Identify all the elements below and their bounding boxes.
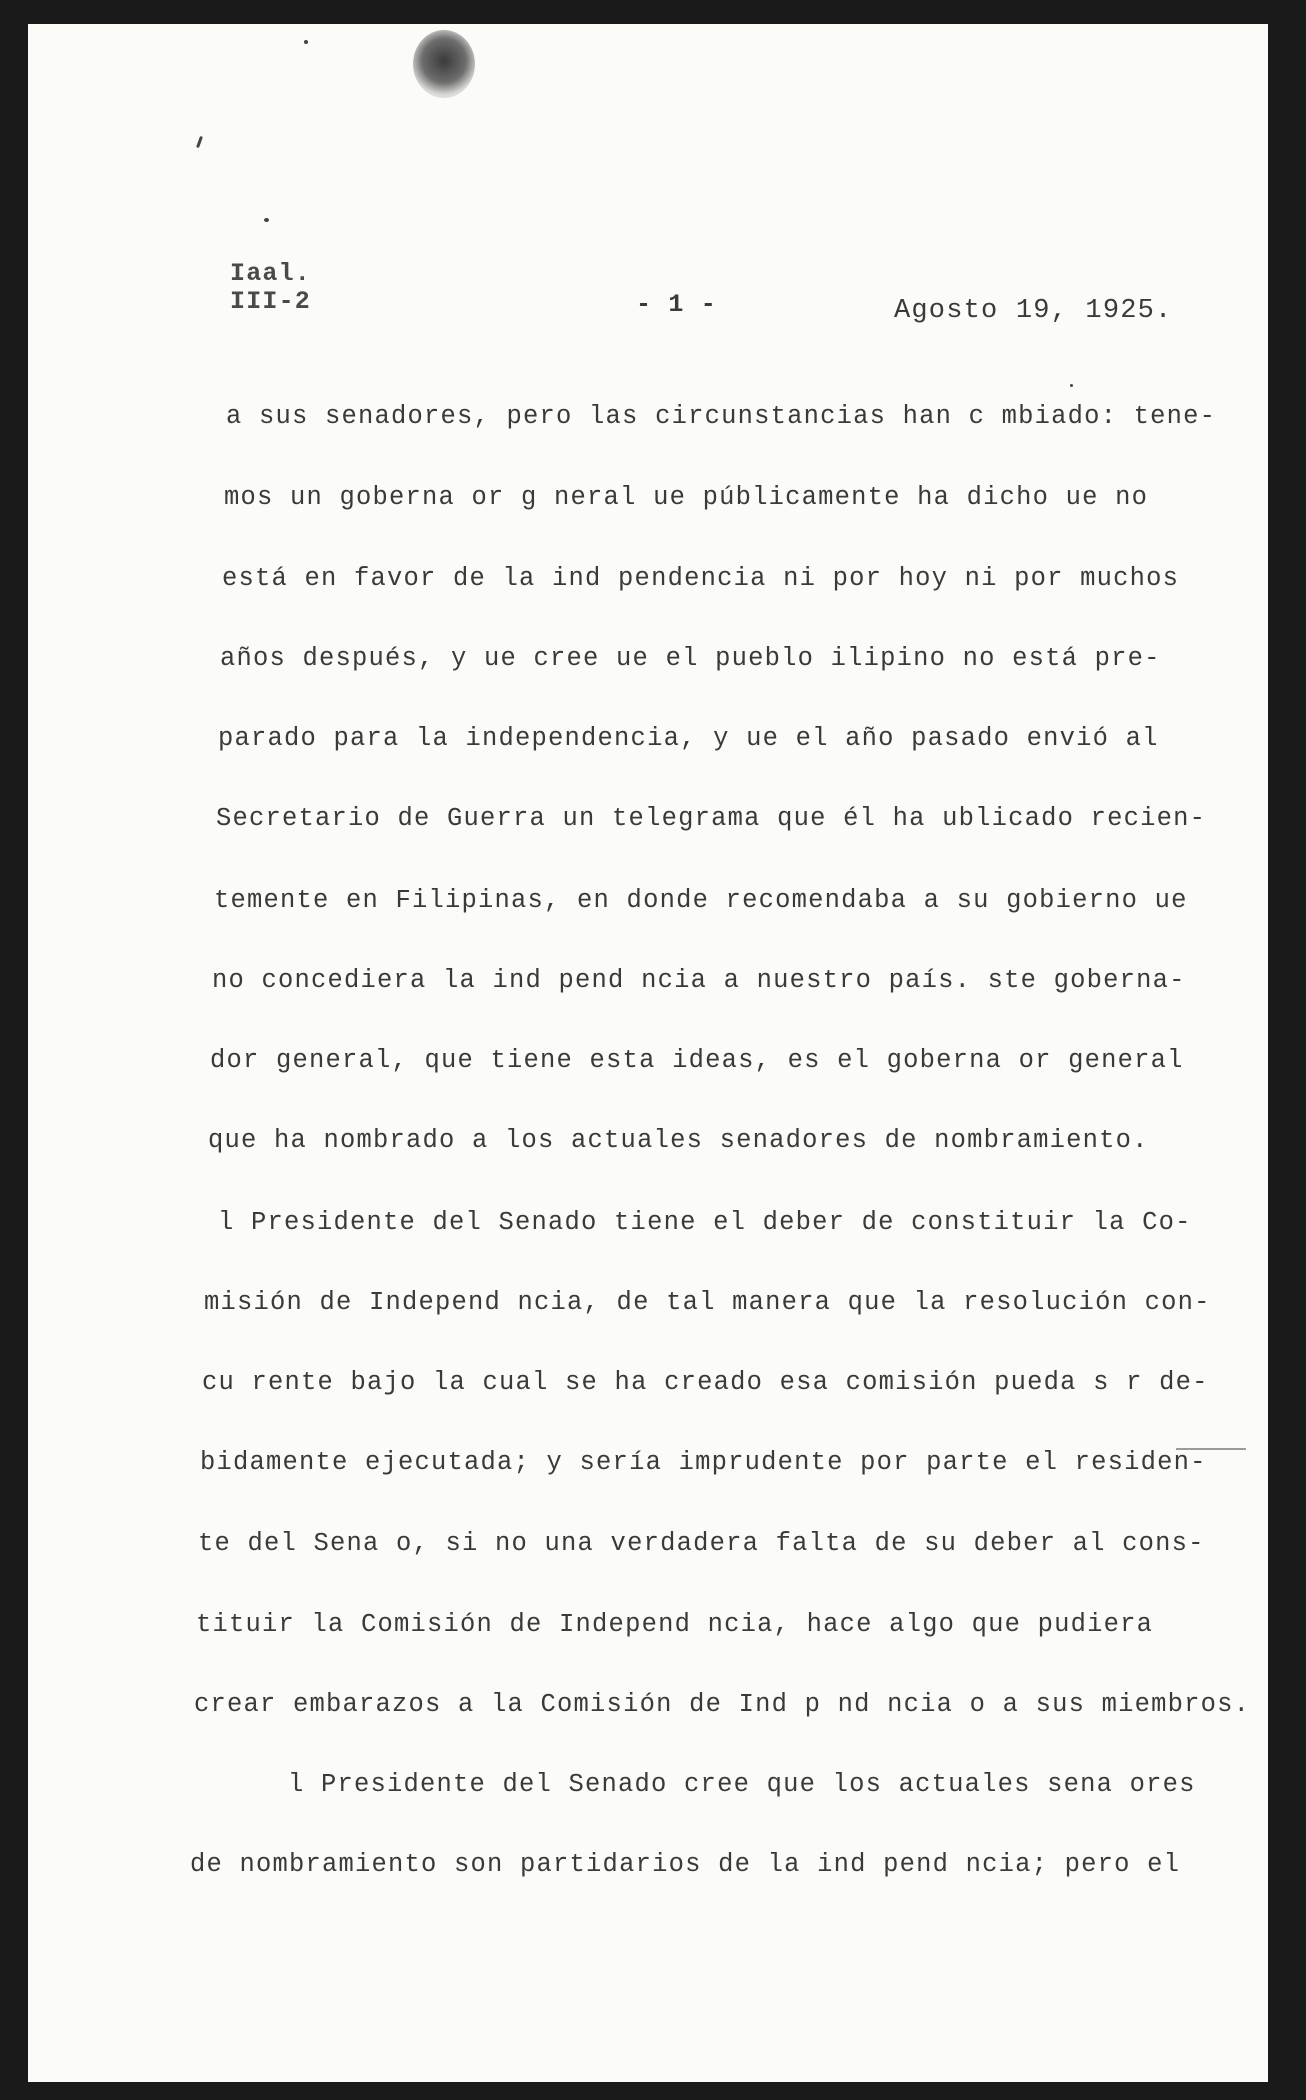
body-line: misión de Independ ncia, de tal manera que la resolución con- [204, 1288, 1211, 1317]
document-page [28, 24, 1268, 2082]
body-line: tituir la Comisión de Independ ncia, hace algo que pudiera [196, 1610, 1154, 1639]
ink-speck [304, 40, 308, 44]
body-line: temente en Filipinas, en donde recomendaba a su gobierno ue [214, 886, 1188, 915]
body-line: que ha nombrado a los actuales senadores de nombramiento. [208, 1126, 1149, 1155]
body-line: Secretario de Guerra un telegrama que él ha ublicado recien- [216, 804, 1207, 833]
body-line: dor general, que tiene esta ideas, es el goberna or general [210, 1046, 1184, 1075]
document-date: Agosto 19, 1925. [894, 296, 1173, 326]
body-line: crear embarazos a la Comisión de Ind p nd ncia o a sus miembros. [194, 1690, 1251, 1719]
body-line: bidamente ejecutada; y sería imprudente por parte el residen- [200, 1448, 1207, 1477]
reference-code-line-1: Iaal. [230, 259, 312, 288]
body-line: no concediera la ind pend ncia a nuestro país. ste goberna- [212, 966, 1186, 995]
ink-speck [1070, 384, 1073, 387]
body-line: mos un goberna or g neral ue públicamente ha dicho ue no [224, 483, 1149, 512]
body-line: cu rente bajo la cual se ha creado esa comisión pueda s r de- [202, 1368, 1209, 1397]
body-line: parado para la independencia, y ue el año pasado envió al [218, 724, 1159, 753]
body-line: a sus senadores, pero las circunstancias han c mbiado: tene- [226, 402, 1217, 431]
ink-speck [264, 218, 269, 222]
body-line: te del Sena o, si no una verdadera falta de su deber al cons- [198, 1529, 1205, 1558]
body-line: l Presidente del Senado cree que los actuales sena ores [288, 1770, 1196, 1799]
punch-hole-mark [413, 30, 475, 98]
body-line: años después, y ue cree ue el pueblo ilipino no está pre- [220, 644, 1161, 673]
ink-speck [196, 136, 203, 148]
body-line: l Presidente del Senado tiene el deber de constituir la Co- [218, 1208, 1192, 1237]
body-line: está en favor de la ind pendencia ni por hoy ni por muchos [222, 564, 1180, 593]
reference-code-line-2: III-2 [230, 287, 312, 316]
page-number: - 1 - [636, 290, 718, 319]
body-line: de nombramiento son partidarios de la ind pend ncia; pero el [190, 1850, 1181, 1879]
